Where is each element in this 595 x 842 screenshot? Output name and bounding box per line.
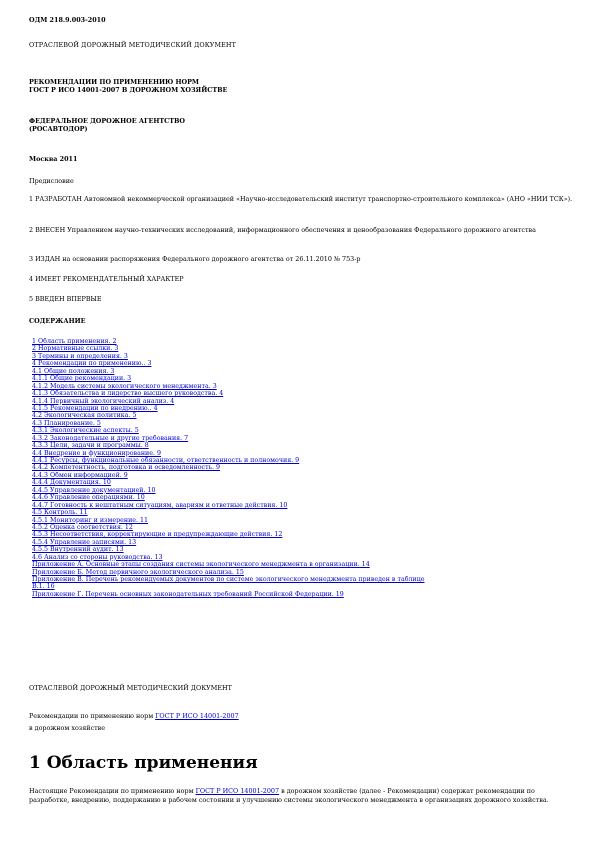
- toc-link[interactable]: 4.4.4 Документация. 10: [32, 479, 111, 487]
- toc-link[interactable]: 4.3.3 Цели, задачи и программы. 8: [32, 442, 149, 450]
- agency-line-1: ФЕДЕРАЛЬНОЕ ДОРОЖНОЕ АГЕНТСТВО: [29, 117, 185, 125]
- toc-link[interactable]: 4.1.2 Модель системы экологического менеджмента. 3: [32, 382, 217, 390]
- toc-link[interactable]: 4.5.5 Внутренний аудит. 13: [32, 546, 124, 554]
- toc-link[interactable]: 4.3.1 Экологические аспекты. 5: [32, 427, 139, 435]
- section-1-title: 1 Область применения: [29, 753, 258, 773]
- title-line-1: РЕКОМЕНДАЦИИ ПО ПРИМЕНЕНИЮ НОРМ: [29, 78, 199, 86]
- toc-link[interactable]: 4.4 Внедрение и функционирование. 9: [32, 449, 161, 457]
- section-1-gost-link[interactable]: ГОСТ Р ИСО 14001-2007: [195, 787, 280, 795]
- city-year: Москва 2011: [29, 155, 78, 163]
- toc-link[interactable]: 3 Термины и определения. 3: [32, 352, 128, 360]
- toc-link[interactable]: 4.5.1 Мониторинг и измерение. 11: [32, 516, 149, 524]
- toc-link[interactable]: 4.4.7 Готовность к нештатным ситуациям, авариям и ответные действия. 10: [32, 501, 288, 509]
- toc-link[interactable]: 4.4.5 Управление документацией. 10: [32, 486, 156, 494]
- toc-link[interactable]: Приложение Г. Перечень основных законодательных требований Российской Федерации. 19: [32, 590, 344, 598]
- section-1-text-a: Настоящие Рекомендации по применению норм: [29, 787, 196, 795]
- toc-link[interactable]: 4.1 Общие положения. 3: [32, 367, 115, 375]
- recommendations-suffix: в дорожном хозяйстве: [29, 724, 106, 732]
- preface-item-3: 3 ИЗДАН на основании распоряжения Федерального дорожного агентства от 26.11.2010 № 753-р: [29, 255, 361, 263]
- toc-link[interactable]: В.1. 16: [32, 583, 55, 591]
- toc-link[interactable]: 4.2 Экологическая политика. 5: [32, 412, 137, 420]
- toc-link[interactable]: 4.1.5 Рекомендации по внедрению.. 4: [32, 404, 158, 412]
- gost-link[interactable]: ГОСТ Р ИСО 14001-2007: [155, 712, 239, 720]
- toc-link[interactable]: 2 Нормативные ссылки. 3: [32, 345, 119, 353]
- doc-type-repeat: ОТРАСЛЕВОЙ ДОРОЖНЫЙ МЕТОДИЧЕСКИЙ ДОКУМЕНТ: [29, 684, 232, 692]
- toc-link[interactable]: 4.4.6 Управление операциями. 10: [32, 494, 145, 502]
- table-of-contents: [32, 338, 552, 598]
- toc-link[interactable]: 4.1.3 Обязательства и лидерство высшего руководства. 4: [32, 390, 224, 398]
- preface-heading: Предисловие: [29, 177, 74, 185]
- toc-link[interactable]: 4.4.2 Компетентность, подготовка и осведомленность. 9: [32, 464, 221, 472]
- toc-link[interactable]: 4.3.2 Законодательные и другие требования. 7: [32, 434, 189, 442]
- preface-item-2: 2 ВНЕСЕН Управлением научно-технических исследований, информационного обеспечения и ценообразования Федерального дорожного агентства: [29, 226, 536, 234]
- toc-link[interactable]: 4.4.1 Ресурсы, функциональные обязанности, ответственность и полномочия. 9: [32, 457, 300, 464]
- toc-link[interactable]: 4 Рекомендации по применению.. 3: [32, 360, 152, 368]
- toc-link[interactable]: 4.1.1 Общие рекомендации. 3: [32, 375, 132, 383]
- preface-item-4: 4 ИМЕЕТ РЕКОМЕНДАТЕЛЬНЫЙ ХАРАКТЕР: [29, 275, 184, 283]
- doc-type: ОТРАСЛЕВОЙ ДОРОЖНЫЙ МЕТОДИЧЕСКИЙ ДОКУМЕНТ: [29, 41, 236, 49]
- toc-link[interactable]: 4.5.2 Оценка соответствия. 12: [32, 523, 133, 531]
- toc-link[interactable]: 4.5.3 Несоответствия, корректирующие и предупреждающие действия. 12: [32, 531, 283, 539]
- preface-item-5: 5 ВВЕДЕН ВПЕРВЫЕ: [29, 295, 102, 303]
- toc-link[interactable]: Приложение Б. Метод первичного экологического анализа. 15: [32, 568, 244, 576]
- doc-code: ОДМ 218.9.003-2010: [29, 16, 106, 24]
- recommendations-prefix: Рекомендации по применению норм: [29, 712, 156, 720]
- toc-heading: СОДЕРЖАНИЕ: [29, 317, 86, 325]
- recommendations-title: [29, 713, 573, 721]
- toc-link[interactable]: 4.1.4 Первичный экологический анализ. 4: [32, 397, 175, 405]
- toc-link[interactable]: 4.3 Планирование. 5: [32, 419, 101, 427]
- section-1-text: [29, 787, 573, 804]
- toc-link[interactable]: 4.5 Контроль. 11: [32, 509, 88, 517]
- toc-link[interactable]: 4.6 Анализ со стороны руководства. 13: [32, 553, 163, 561]
- toc-link[interactable]: 1 Область применения. 2: [32, 338, 117, 345]
- toc-link[interactable]: Приложение В. Перечень рекомендуемых документов по системе экологического менеджмента приведен в таблице: [32, 576, 425, 583]
- title-line-2: ГОСТ Р ИСО 14001-2007 В ДОРОЖНОМ ХОЗЯЙСТВЕ: [29, 86, 228, 94]
- section-1-text-b: в дорожном хозяйстве (далее - Рекомендации) содержат рекомендации по разработке, внедрению, поддержанию в рабочем состоянии и улучшению системы экологического менеджмента в организациях дорожного хозяйства.: [29, 787, 549, 804]
- toc-link[interactable]: 4.5.4 Управление записями. 13: [32, 538, 137, 546]
- toc-link[interactable]: 4.4.3 Обмен информацией. 9: [32, 471, 128, 479]
- toc-link[interactable]: Приложение А. Основные этапы создания системы экологического менеджмента в организации. 14: [32, 561, 370, 569]
- agency-line-2: (РОСАВТОДОР): [29, 125, 88, 133]
- preface-item-1: 1 РАЗРАБОТАН Автономной некоммерческой организацией «Научно-исследовательский институт транспортно-строительного комплекса» (АНО «НИИ ТСК»).: [29, 195, 573, 203]
